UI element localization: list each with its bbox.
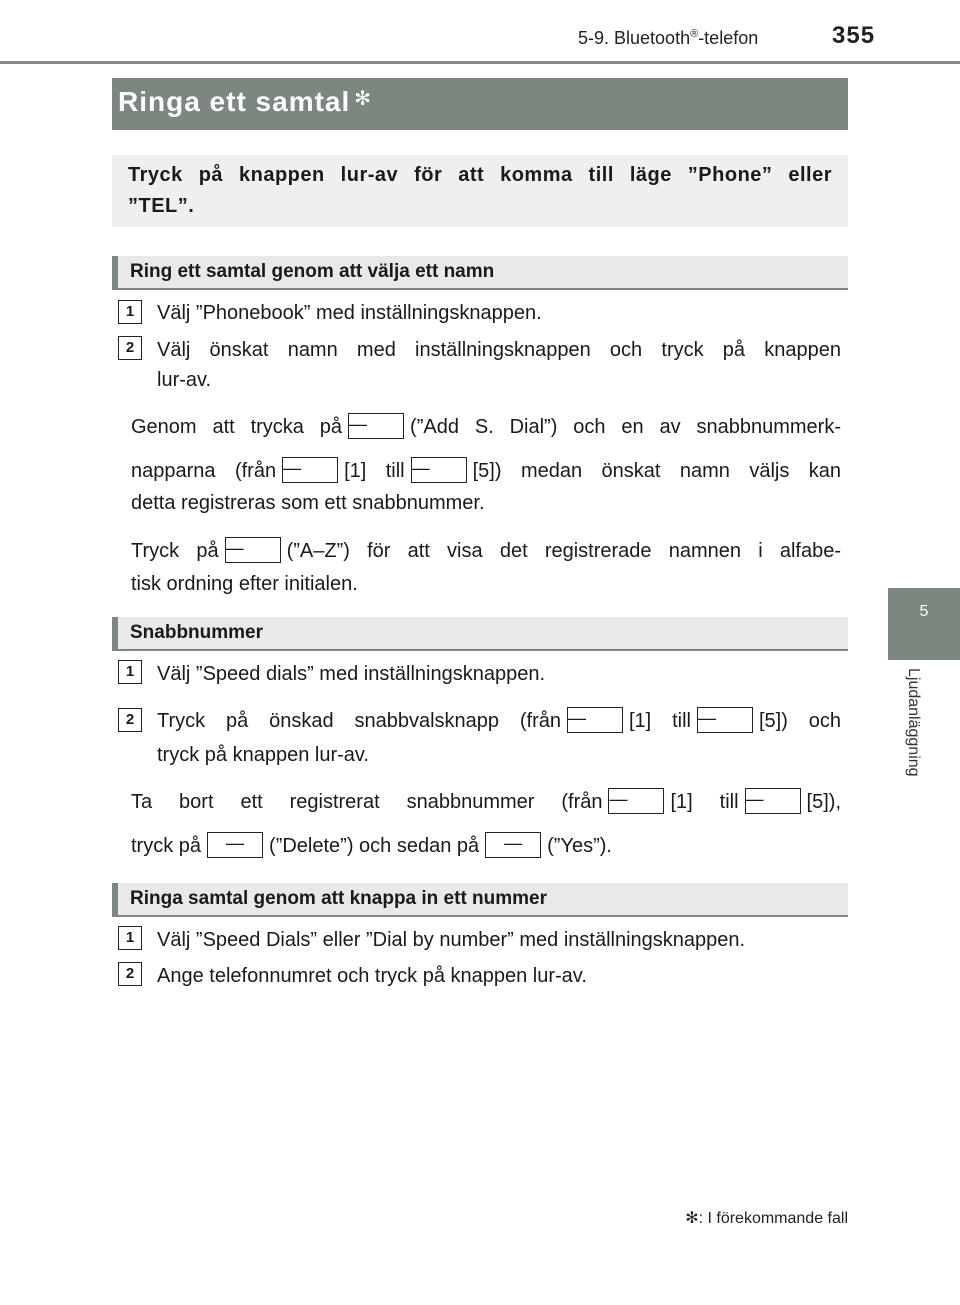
note-text: napparna (från <box>131 460 277 482</box>
step-text-cont: tryck på knappen lur-av. <box>157 744 369 766</box>
step-number: 2 <box>118 962 142 986</box>
chapter-label: Ljudanläggning <box>905 668 922 777</box>
step-text <box>157 706 841 736</box>
key-icon: — <box>207 832 263 858</box>
key-icon: — <box>348 413 404 439</box>
note-text: Genom att trycka på <box>131 416 343 438</box>
key-icon: — <box>608 788 664 814</box>
key-icon: — <box>745 788 801 814</box>
chapter-tab: 5 <box>888 588 960 660</box>
note-text: (”A–Z”) för att visa det registrerade namnen i alfabe- <box>286 540 841 562</box>
key-icon: — <box>282 457 338 483</box>
note-text: tryck på <box>131 835 202 857</box>
section-heading-speed-dial: Snabbnummer <box>112 617 848 651</box>
section-heading-dial-number: Ringa samtal genom att knappa in ett nummer <box>112 883 848 917</box>
step-number: 1 <box>118 926 142 950</box>
step-text: Välj ”Phonebook” med inställningsknappen. <box>157 302 542 324</box>
intro-box: Tryck på knappen lur-av för att komma till läge ”Phone” eller ”TEL”. <box>112 155 848 227</box>
step-text-cont: lur-av. <box>157 369 212 391</box>
section-prefix: 5-9. Bluetooth <box>578 28 691 48</box>
note-line <box>131 831 612 861</box>
note-text: (”Add S. Dial”) och en av snabbnummerk- <box>410 416 841 438</box>
note-line <box>131 536 841 566</box>
step-text-part: Tryck på önskad snabbvalsknapp (från <box>157 710 561 732</box>
step-text: Välj ”Speed Dials” eller ”Dial by number” med inställningsknappen. <box>157 929 746 951</box>
step-text: Välj ”Speed dials” med inställningsknappen. <box>157 663 546 685</box>
step-number: 1 <box>118 300 142 324</box>
title-asterisk-icon: ✻ <box>354 88 373 110</box>
note-line <box>131 456 841 486</box>
page-number: 355 <box>832 22 876 49</box>
step-number: 1 <box>118 660 142 684</box>
section-heading-name: Ring ett samtal genom att välja ett namn <box>112 256 848 290</box>
note-text: (”Yes”). <box>547 835 612 857</box>
key-icon: — <box>411 457 467 483</box>
note-text: (”Delete”) och sedan på <box>269 835 480 857</box>
header-rule <box>0 61 960 64</box>
key-icon: — <box>697 707 753 733</box>
note-text: Ta bort ett registrerat snabbnummer (från <box>131 791 603 813</box>
footnote: ✻: I förekommande fall <box>685 1210 848 1227</box>
step-text-part: [5]) och <box>758 710 841 732</box>
note-text: [5]), <box>806 791 841 813</box>
registered-mark: ® <box>690 28 699 40</box>
title-text: Ringa ett samtal <box>118 86 351 117</box>
step-number: 2 <box>118 336 142 360</box>
note-text: Tryck på <box>131 540 219 562</box>
note-text: [5]) medan önskat namn väljs kan <box>472 460 841 482</box>
key-icon: — <box>485 832 541 858</box>
note-line <box>131 787 841 817</box>
note-line: detta registreras som ett snabbnummer. <box>131 492 485 514</box>
step-text-part: [1] till <box>629 710 691 732</box>
note-text: [1] till <box>670 791 739 813</box>
note-line <box>131 412 841 442</box>
step-text: Välj önskat namn med inställningsknappen och tryck på knappen <box>157 339 841 361</box>
step-text: Ange telefonnumret och tryck på knappen lur-av. <box>157 965 587 987</box>
key-icon: — <box>225 537 281 563</box>
step-number: 2 <box>118 708 142 732</box>
note-line: tisk ordning efter initialen. <box>131 573 358 595</box>
page-title <box>112 78 848 130</box>
section-title <box>578 28 758 49</box>
section-suffix: -telefon <box>698 28 759 48</box>
key-icon: — <box>567 707 623 733</box>
note-text: [1] till <box>344 460 405 482</box>
